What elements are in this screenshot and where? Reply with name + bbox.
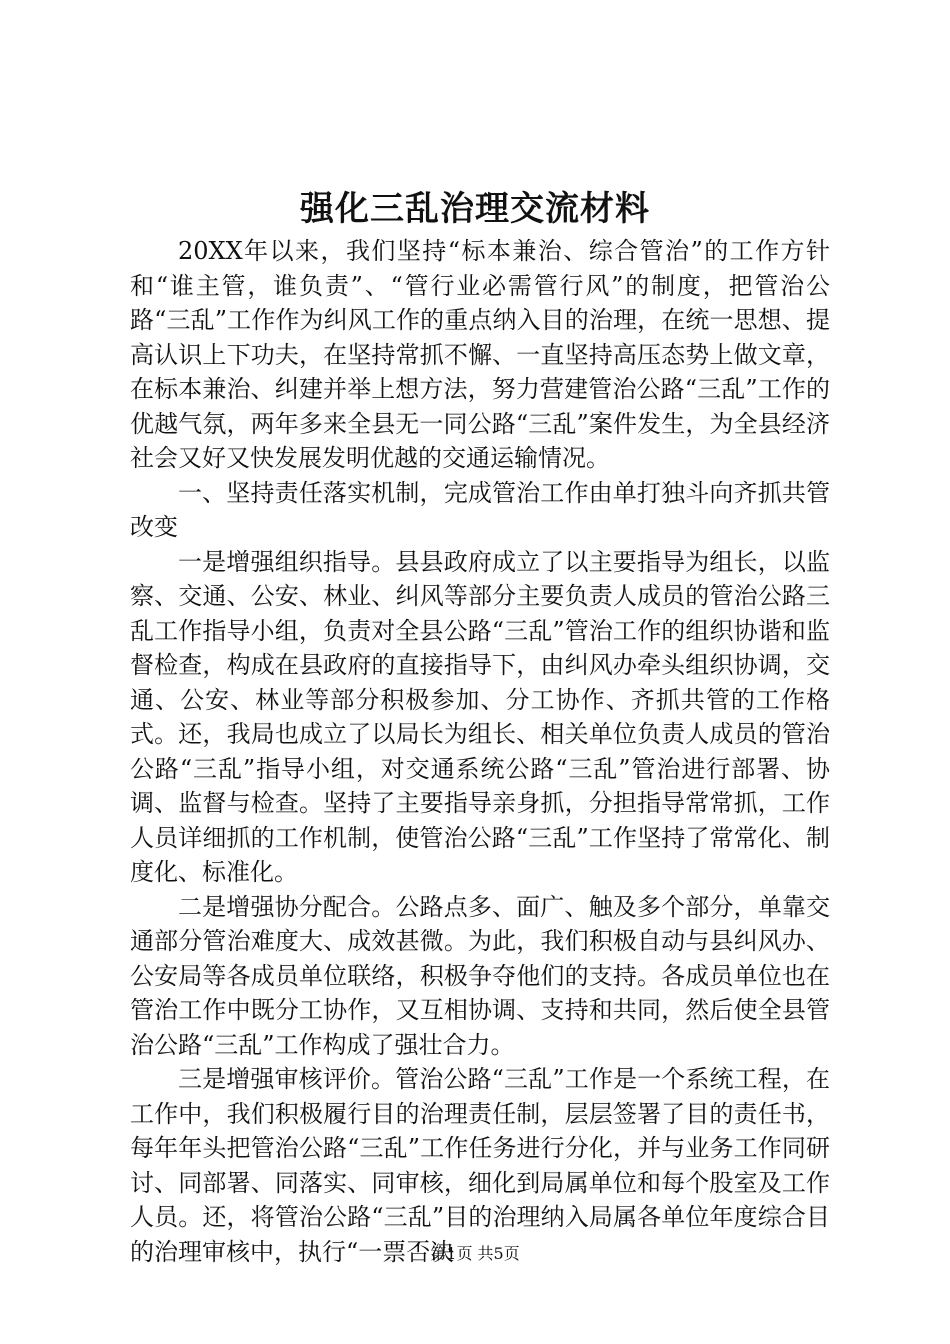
- paragraph-coordination: 二是增强协分配合。公路点多、面广、触及多个部分，单靠交通部分管治难度大、成效甚微。为此，我们积极自动与县纠风办、公安局等各成员单位联络，积极争夺他们的支持。各成员单位也在管治工作中既分工协作，又互相协调、支持和共同，然后使全县管治公路“三乱”工作构成了强壮合力。: [130, 892, 830, 1059]
- page-number-footer: 第1页 共5页: [430, 1244, 520, 1263]
- document-title: 强化三乱治理交流材料: [300, 189, 650, 229]
- paragraph-intro: 20XX年以来，我们坚持“标本兼治、综合管治”的工作方针和“谁主管，谁负责”、“管行业必需管行风”的制度，把管治公路“三乱”工作作为纠风工作的重点纳入目的治理，在统一思想、提高认识上下功夫，在坚持常抓不懈、一直坚持高压态势上做文章，在标本兼治、纠建并举上想方法，努力营建管治公路“三乱”工作的优越气氛，两年多来全县无一同公路“三乱”案件发生，为全县经济社会又好又快发展发明优越的交通运输情况。: [130, 237, 830, 472]
- paragraph-section-heading: 一、坚持责任落实机制，完成管治工作由单打独斗向齐抓共管改变: [130, 478, 830, 541]
- paragraph-assessment: 三是增强审核评价。管治公路“三乱”工作是一个系统工程，在工作中，我们积极履行目的治理责任制，层层签署了目的责任书，每年年头把管治公路“三乱”工作任务进行分化，并与业务工作同研讨、同部署、同落实、同审核，细化到局属单位和每个股室及工作人员。还，将管治公路“三乱”目的治理纳入局属各单位年度综合目的治理审核中，执行“一票否决: [130, 1065, 830, 1266]
- paragraph-organization: 一是增强组织指导。县县政府成立了以主要指导为组长，以监察、交通、公安、林业、纠风等部分主要负责人成员的管治公路三乱工作指导小组，负责对全县公路“三乱”管治工作的组织协谐和监督检查，构成在县政府的直接指导下，由纠风办牵头组织协调，交通、公安、林业等部分积极参加、分工协作、齐抓共管的工作格式。还，我局也成立了以局长为组长、相关单位负责人成员的管治公路“三乱”指导小组，对交通系统公路“三乱”管治进行部署、协调、监督与检查。坚持了主要指导亲身抓，分担指导常常抓，工作人员详细抓的工作机制，使管治公路“三乱”工作坚持了常常化、制度化、标准化。: [130, 547, 830, 886]
- document-body: [130, 234, 830, 1269]
